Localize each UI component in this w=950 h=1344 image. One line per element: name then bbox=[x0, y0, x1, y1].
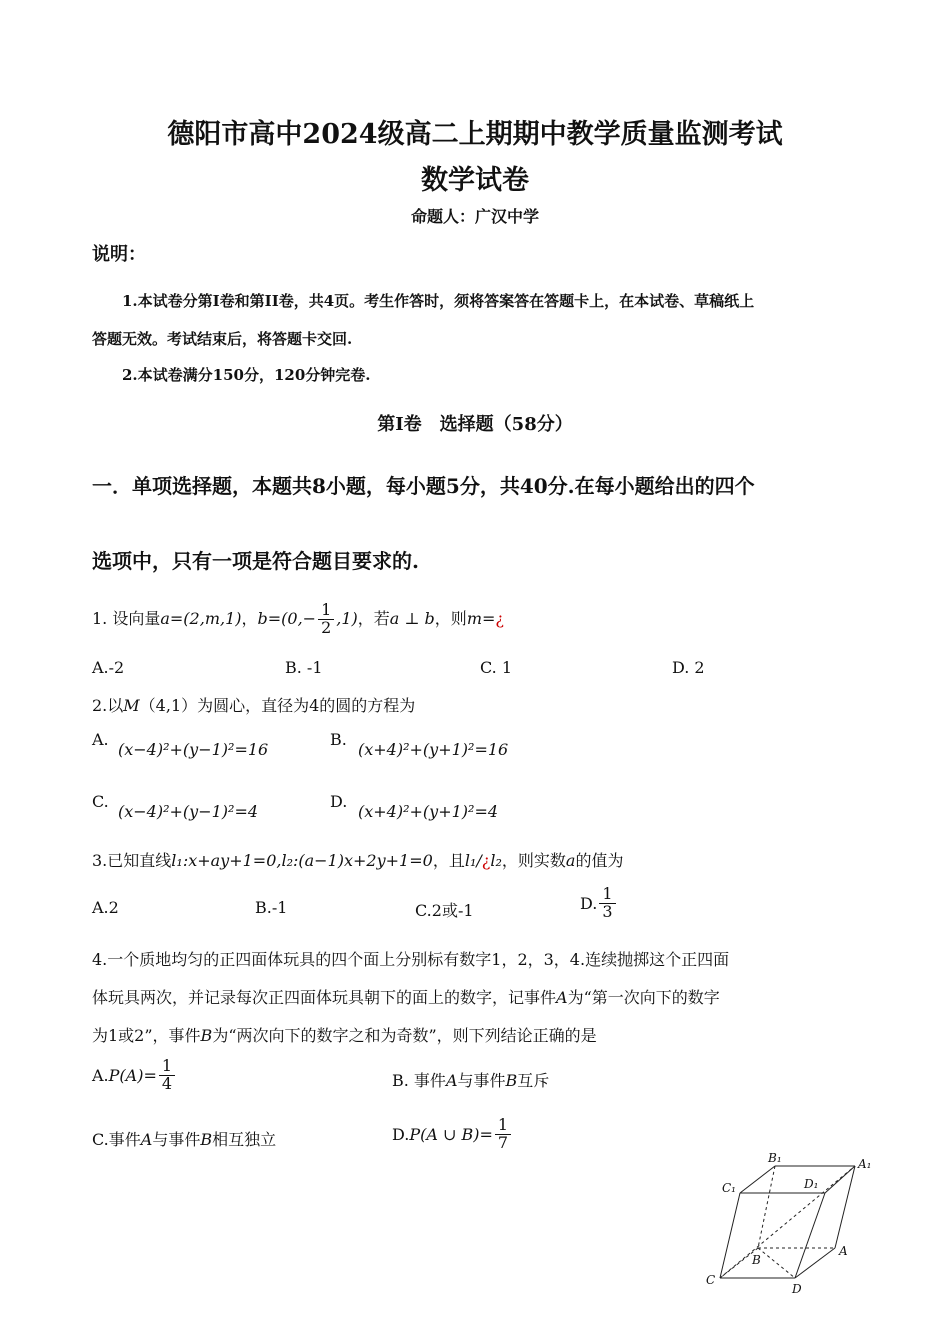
q3-prefix: 3.已知直线 bbox=[92, 851, 172, 870]
q1-prefix: 1. 设向量 bbox=[92, 608, 161, 628]
q3-end-pre: ，则实数 bbox=[501, 851, 566, 870]
q3-glyph: ¿ bbox=[481, 851, 491, 870]
q1-m: m= bbox=[466, 608, 496, 628]
part1-line-1: 一．单项选择题，本题共8小题，每小题5分，共40分.在每小题给出的四个 bbox=[92, 474, 755, 498]
q3-d-label: D. bbox=[580, 893, 598, 913]
q4-line-2a: 体玩具两次，并记录每次正四面体玩具朝下的面上的数字，记事件 bbox=[92, 988, 557, 1007]
label-c: C bbox=[706, 1273, 716, 1287]
q2-stem-post: （4,1）为圆心，直径为4的圆的方程为 bbox=[139, 696, 416, 715]
q1-mid: ，若 bbox=[357, 608, 390, 628]
q1-vector-b-post: ,1) bbox=[336, 608, 358, 628]
q1-option-d: D. 2 bbox=[672, 658, 705, 677]
edge-d1-d bbox=[795, 1193, 825, 1278]
q1-frac-den: 2 bbox=[318, 619, 334, 637]
q2-stem-pre: 2.以 bbox=[92, 696, 124, 715]
q4-line-3b: 为“两次向下的数字之和为奇数”，则下列结论正确的是 bbox=[212, 1026, 597, 1045]
edge-b1-b-hidden bbox=[758, 1166, 775, 1248]
note-line-1b: 答题无效。考试结束后，将答题卡交回. bbox=[92, 330, 353, 348]
edge-c1-c bbox=[720, 1193, 740, 1278]
q1-frac-num: 1 bbox=[321, 600, 332, 619]
q2-c-label: C. bbox=[92, 792, 109, 811]
label-a: A bbox=[839, 1244, 848, 1258]
q1-option-a: A.-2 bbox=[92, 658, 125, 677]
exam-title: 德阳市高中2024级高二上期期中教学质量监测考试 bbox=[167, 119, 783, 150]
q4-d-expr: P(A ∪ B)= bbox=[409, 1124, 493, 1144]
label-d: D bbox=[792, 1282, 802, 1296]
diagonal-b-d bbox=[758, 1248, 795, 1278]
q4-b-event-a: A bbox=[445, 1071, 458, 1090]
label-b: B bbox=[752, 1253, 761, 1267]
q4-a-label: A. bbox=[92, 1065, 109, 1085]
q2-b-label: B. bbox=[330, 730, 347, 749]
q3-option-a: A.2 bbox=[92, 898, 119, 917]
q1-then: ，则 bbox=[434, 608, 467, 628]
q1-option-c: C. 1 bbox=[480, 658, 513, 677]
q4-c-event-a: A bbox=[140, 1130, 153, 1149]
q3-end: 的值为 bbox=[575, 851, 624, 870]
q2-point-m: M bbox=[123, 696, 140, 715]
q4-d-num: 1 bbox=[497, 1115, 509, 1134]
q4-a-expr: P(A)= bbox=[108, 1065, 157, 1085]
note-line-1a: 1.本试卷分第Ⅰ卷和第II卷，共4页。考生作答时，须将答案答在答题卡上，在本试卷、草稿纸上 bbox=[122, 292, 755, 310]
q2-c-expr: (x−4)²+(y−1)²=4 bbox=[118, 802, 259, 821]
exam-subtitle: 数学试卷 bbox=[421, 165, 529, 196]
edge-a1-a bbox=[835, 1166, 855, 1248]
notes-label: 说明： bbox=[92, 244, 146, 265]
q4-event-b: B bbox=[200, 1026, 213, 1045]
question-1: 1. 设向量a=(2,m,1)，b=(0,− $\frac{1}{2}$ ,1)，若a ⊥ b，则m=¿ bbox=[92, 600, 504, 637]
q4-d-fraction bbox=[495, 1117, 511, 1152]
q3-option-c: C.2或-1 bbox=[415, 901, 474, 920]
q4-c-mid: 与事件 bbox=[152, 1130, 201, 1149]
label-b1: B₁ bbox=[768, 1151, 782, 1165]
q4-line-1: 4.一个质地均匀的正四面体玩具的四个面上分别标有数字1，2，3，4.连续抛掷这个正四面 bbox=[92, 950, 730, 969]
q4-line-2b: 为“第一次向下的数字 bbox=[567, 988, 720, 1007]
q4-option-c bbox=[92, 1127, 276, 1150]
q4-c-event-b: B bbox=[200, 1130, 213, 1149]
q2-a-label: A. bbox=[92, 730, 109, 749]
q2-d-expr: (x+4)²+(y+1)²=4 bbox=[358, 802, 499, 821]
q4-line-2 bbox=[92, 985, 720, 1008]
q4-option-b bbox=[392, 1068, 549, 1091]
q3-par-pre: l₁/ bbox=[464, 851, 482, 870]
q4-a-num: 1 bbox=[161, 1056, 173, 1075]
q1-perp: a ⊥ b bbox=[389, 608, 435, 628]
q4-line-3 bbox=[92, 1023, 597, 1046]
q4-event-a: A bbox=[556, 988, 568, 1007]
q3-option-d bbox=[580, 886, 618, 921]
edge-d-a bbox=[795, 1248, 835, 1278]
q4-c-pre: C.事件 bbox=[92, 1130, 141, 1149]
q4-b-pre: B. 事件 bbox=[392, 1071, 446, 1090]
q3-option-b: B.-1 bbox=[255, 898, 288, 917]
question-3 bbox=[92, 848, 623, 871]
label-a1: A₁ bbox=[858, 1157, 872, 1171]
q1-fraction bbox=[318, 602, 334, 637]
q4-d-den: 7 bbox=[495, 1134, 511, 1152]
q2-a-expr: (x−4)²+(y−1)²=16 bbox=[118, 740, 269, 759]
q3-mid: ，且 bbox=[432, 851, 465, 870]
label-d1: D₁ bbox=[804, 1177, 819, 1191]
q2-d-label: D. bbox=[330, 792, 348, 811]
q3-lines: l₁:x+ay+1=0,l₂:(a−1)x+2y+1=0 bbox=[171, 851, 433, 870]
q4-b-mid: 与事件 bbox=[457, 1071, 506, 1090]
q1-vector-b-pre: b=(0,− bbox=[257, 608, 317, 628]
q3-par-post: l₂ bbox=[490, 851, 502, 870]
q4-d-label: D. bbox=[392, 1124, 410, 1144]
q2-b-expr: (x+4)²+(y+1)²=16 bbox=[358, 740, 509, 759]
q1-option-b: B. -1 bbox=[285, 658, 323, 677]
part1-line-2: 选项中，只有一项是符合题目要求的. bbox=[92, 549, 419, 573]
edge-c1-b1 bbox=[740, 1166, 775, 1193]
q3-d-fraction bbox=[599, 886, 615, 921]
section-heading: 第Ⅰ卷 选择题（58分） bbox=[377, 414, 573, 435]
q4-option-a bbox=[92, 1058, 177, 1093]
q4-c-end: 相互独立 bbox=[212, 1130, 277, 1149]
q1-glyph: ¿ bbox=[495, 608, 504, 628]
diagonal-c-a1 bbox=[720, 1166, 855, 1278]
q1-vector-a: a=(2,m,1) bbox=[160, 608, 242, 628]
note-line-2: 2.本试卷满分150分，120分钟完卷. bbox=[122, 366, 371, 384]
q4-option-d bbox=[392, 1117, 513, 1152]
q4-b-end: 互斥 bbox=[517, 1071, 550, 1090]
exam-author: 命题人：广汉中学 bbox=[410, 207, 539, 226]
q3-a: a bbox=[565, 851, 576, 870]
q4-a-den: 4 bbox=[159, 1075, 175, 1093]
question-2 bbox=[92, 693, 415, 716]
q4-a-fraction bbox=[159, 1058, 175, 1093]
q3-d-den: 3 bbox=[599, 903, 615, 921]
q3-d-num: 1 bbox=[602, 884, 613, 903]
label-c1: C₁ bbox=[722, 1181, 736, 1195]
q4-b-event-b: B bbox=[505, 1071, 518, 1090]
parallelepiped-figure bbox=[700, 1148, 890, 1296]
q4-line-3a: 为1或2”，事件 bbox=[92, 1026, 201, 1045]
